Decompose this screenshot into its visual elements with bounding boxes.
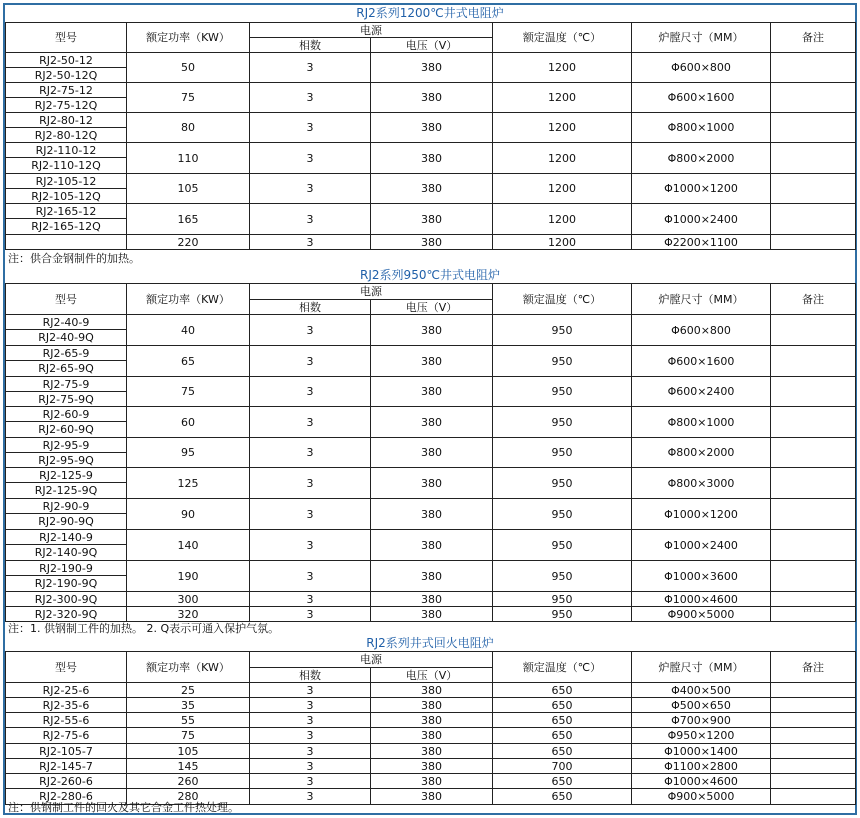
size-cell: Φ1000×3600 <box>632 561 771 592</box>
size-cell: Φ1000×1400 <box>632 744 771 759</box>
table-row <box>6 499 856 514</box>
temperature-cell: 700 <box>493 759 632 774</box>
voltage-cell: 380 <box>371 789 493 805</box>
power-cell: 125 <box>127 468 250 499</box>
power-cell: 55 <box>127 713 250 728</box>
phases-cell: 3 <box>250 113 371 143</box>
power-cell: 40 <box>127 315 250 346</box>
power-cell: 75 <box>127 728 250 744</box>
header-supply: 电源 <box>250 652 493 668</box>
voltage-cell: 380 <box>371 315 493 346</box>
remarks-cell <box>771 607 856 622</box>
table-row <box>6 83 856 98</box>
voltage-cell: 380 <box>371 728 493 744</box>
table-row <box>6 346 856 361</box>
power-cell: 105 <box>127 174 250 204</box>
voltage-cell: 380 <box>371 143 493 174</box>
table-row <box>6 235 856 250</box>
table-row <box>6 683 856 698</box>
header-temperature: 额定温度（℃） <box>493 284 632 315</box>
model-cell: RJ2-95-9Q <box>6 453 127 468</box>
table-row <box>6 698 856 713</box>
remarks-cell <box>771 713 856 728</box>
temperature-cell: 950 <box>493 407 632 438</box>
section-note: 注：供钢制工件的回火及其它合金工件热处理。 <box>8 801 239 814</box>
phases-cell: 3 <box>250 592 371 607</box>
remarks-cell <box>771 143 856 174</box>
remarks-cell <box>771 698 856 713</box>
temperature-cell: 650 <box>493 713 632 728</box>
temperature-cell: 950 <box>493 561 632 592</box>
size-cell: Φ600×2400 <box>632 377 771 407</box>
table-row <box>6 438 856 453</box>
power-cell: 300 <box>127 592 250 607</box>
table-row <box>6 407 856 422</box>
section-title: RJ2系列950℃井式电阻炉 <box>360 268 500 282</box>
header-temperature: 额定温度（℃） <box>493 652 632 683</box>
phases-cell: 3 <box>250 789 371 805</box>
power-cell: 280 <box>127 789 250 805</box>
voltage-cell: 380 <box>371 468 493 499</box>
table-row <box>6 530 856 545</box>
power-cell: 65 <box>127 346 250 377</box>
phases-cell: 3 <box>250 407 371 438</box>
spec-table <box>5 22 856 250</box>
voltage-cell: 380 <box>371 698 493 713</box>
model-cell: RJ2-75-9 <box>6 377 127 392</box>
size-cell: Φ1100×2800 <box>632 759 771 774</box>
header-supply: 电源 <box>250 284 493 300</box>
voltage-cell: 380 <box>371 607 493 622</box>
size-cell: Φ800×3000 <box>632 468 771 499</box>
model-cell: RJ2-125-9 <box>6 468 127 483</box>
size-cell: Φ800×1000 <box>632 113 771 143</box>
temperature-cell: 950 <box>493 607 632 622</box>
header-temperature: 额定温度（℃） <box>493 23 632 53</box>
table-row <box>6 713 856 728</box>
table-row <box>6 759 856 774</box>
model-cell: RJ2-75-9Q <box>6 392 127 407</box>
power-cell: 75 <box>127 83 250 113</box>
model-cell: RJ2-145-7 <box>6 759 127 774</box>
header-phases: 相数 <box>250 38 371 53</box>
model-cell: RJ2-300-9Q <box>6 592 127 607</box>
power-cell: 75 <box>127 377 250 407</box>
model-cell: RJ2-80-12Q <box>6 128 127 143</box>
header-voltage: 电压（V） <box>371 668 493 683</box>
table-row <box>6 113 856 128</box>
temperature-cell: 950 <box>493 438 632 468</box>
remarks-cell <box>771 204 856 235</box>
size-cell: Φ900×5000 <box>632 789 771 805</box>
header-remarks: 备注 <box>771 23 856 53</box>
phases-cell: 3 <box>250 713 371 728</box>
voltage-cell: 380 <box>371 530 493 561</box>
remarks-cell <box>771 774 856 789</box>
remarks-cell <box>771 468 856 499</box>
temperature-cell: 1200 <box>493 204 632 235</box>
model-cell: RJ2-105-12Q <box>6 189 127 204</box>
power-cell: 220 <box>127 235 250 250</box>
table-header-row <box>6 23 856 38</box>
phases-cell: 3 <box>250 728 371 744</box>
table-row <box>6 607 856 622</box>
size-cell: Φ900×5000 <box>632 607 771 622</box>
table-header-row <box>6 284 856 300</box>
temperature-cell: 650 <box>493 744 632 759</box>
temperature-cell: 1200 <box>493 174 632 204</box>
header-model: 型号 <box>6 23 127 53</box>
remarks-cell <box>771 592 856 607</box>
size-cell: Φ700×900 <box>632 713 771 728</box>
spec-table <box>5 283 856 622</box>
voltage-cell: 380 <box>371 346 493 377</box>
power-cell: 60 <box>127 407 250 438</box>
remarks-cell <box>771 407 856 438</box>
section-title: RJ2系列井式回火电阻炉 <box>366 636 494 650</box>
table-row <box>6 53 856 68</box>
header-power: 额定功率（KW） <box>127 23 250 53</box>
model-cell: RJ2-110-12 <box>6 143 127 158</box>
table-row <box>6 728 856 744</box>
power-cell: 140 <box>127 530 250 561</box>
phases-cell: 3 <box>250 377 371 407</box>
power-cell: 190 <box>127 561 250 592</box>
temperature-cell: 950 <box>493 346 632 377</box>
temperature-cell: 950 <box>493 315 632 346</box>
phases-cell: 3 <box>250 235 371 250</box>
remarks-cell <box>771 83 856 113</box>
model-cell: RJ2-105-7 <box>6 744 127 759</box>
header-voltage: 电压（V） <box>371 38 493 53</box>
size-cell: Φ950×1200 <box>632 728 771 744</box>
temperature-cell: 650 <box>493 774 632 789</box>
model-cell: RJ2-50-12 <box>6 53 127 68</box>
model-cell: RJ2-75-12 <box>6 83 127 98</box>
model-cell: RJ2-75-6 <box>6 728 127 744</box>
phases-cell: 3 <box>250 698 371 713</box>
voltage-cell: 380 <box>371 407 493 438</box>
remarks-cell <box>771 315 856 346</box>
size-cell: Φ800×2000 <box>632 438 771 468</box>
remarks-cell <box>771 53 856 83</box>
phases-cell: 3 <box>250 315 371 346</box>
phases-cell: 3 <box>250 143 371 174</box>
voltage-cell: 380 <box>371 204 493 235</box>
voltage-cell: 380 <box>371 113 493 143</box>
model-cell: RJ2-165-12Q <box>6 219 127 235</box>
phases-cell: 3 <box>250 774 371 789</box>
model-cell: RJ2-55-6 <box>6 713 127 728</box>
power-cell: 110 <box>127 143 250 174</box>
temperature-cell: 950 <box>493 592 632 607</box>
power-cell: 50 <box>127 53 250 83</box>
model-cell <box>6 235 127 250</box>
power-cell: 320 <box>127 607 250 622</box>
size-cell: Φ1000×4600 <box>632 592 771 607</box>
size-cell: Φ800×1000 <box>632 407 771 438</box>
voltage-cell: 380 <box>371 53 493 83</box>
size-cell: Φ400×500 <box>632 683 771 698</box>
voltage-cell: 380 <box>371 83 493 113</box>
size-cell: Φ600×800 <box>632 315 771 346</box>
phases-cell: 3 <box>250 174 371 204</box>
model-cell: RJ2-40-9Q <box>6 330 127 346</box>
phases-cell: 3 <box>250 499 371 530</box>
phases-cell: 3 <box>250 346 371 377</box>
temperature-cell: 1200 <box>493 143 632 174</box>
section-title: RJ2系列1200℃井式电阻炉 <box>356 6 504 20</box>
model-cell: RJ2-140-9Q <box>6 545 127 561</box>
voltage-cell: 380 <box>371 174 493 204</box>
size-cell: Φ1000×4600 <box>632 774 771 789</box>
model-cell: RJ2-40-9 <box>6 315 127 330</box>
phases-cell: 3 <box>250 83 371 113</box>
model-cell: RJ2-190-9Q <box>6 576 127 592</box>
table-row <box>6 204 856 219</box>
temperature-cell: 650 <box>493 698 632 713</box>
temperature-cell: 950 <box>493 468 632 499</box>
remarks-cell <box>771 438 856 468</box>
remarks-cell <box>771 346 856 377</box>
header-phases: 相数 <box>250 668 371 683</box>
model-cell: RJ2-125-9Q <box>6 483 127 499</box>
model-cell: RJ2-60-9 <box>6 407 127 422</box>
temperature-cell: 1200 <box>493 83 632 113</box>
header-size: 炉膛尺寸（MM） <box>632 284 771 315</box>
table-row <box>6 315 856 330</box>
size-cell: Φ600×1600 <box>632 83 771 113</box>
size-cell: Φ600×800 <box>632 53 771 83</box>
table-row <box>6 143 856 158</box>
header-remarks: 备注 <box>771 652 856 683</box>
voltage-cell: 380 <box>371 759 493 774</box>
header-supply: 电源 <box>250 23 493 38</box>
remarks-cell <box>771 499 856 530</box>
phases-cell: 3 <box>250 744 371 759</box>
model-cell: RJ2-320-9Q <box>6 607 127 622</box>
remarks-cell <box>771 759 856 774</box>
header-phases: 相数 <box>250 300 371 315</box>
temperature-cell: 1200 <box>493 53 632 83</box>
voltage-cell: 380 <box>371 561 493 592</box>
temperature-cell: 650 <box>493 728 632 744</box>
model-cell: RJ2-60-9Q <box>6 422 127 438</box>
remarks-cell <box>771 174 856 204</box>
phases-cell: 3 <box>250 607 371 622</box>
model-cell: RJ2-90-9 <box>6 499 127 514</box>
model-cell: RJ2-35-6 <box>6 698 127 713</box>
voltage-cell: 380 <box>371 713 493 728</box>
temperature-cell: 950 <box>493 499 632 530</box>
header-remarks: 备注 <box>771 284 856 315</box>
temperature-cell: 650 <box>493 789 632 805</box>
size-cell: Φ1000×2400 <box>632 530 771 561</box>
size-cell: Φ2200×1100 <box>632 235 771 250</box>
power-cell: 260 <box>127 774 250 789</box>
spec-sheet <box>3 3 857 815</box>
remarks-cell <box>771 113 856 143</box>
remarks-cell <box>771 728 856 744</box>
model-cell: RJ2-25-6 <box>6 683 127 698</box>
size-cell: Φ500×650 <box>632 698 771 713</box>
model-cell: RJ2-80-12 <box>6 113 127 128</box>
model-cell: RJ2-110-12Q <box>6 158 127 174</box>
remarks-cell <box>771 235 856 250</box>
phases-cell: 3 <box>250 561 371 592</box>
remarks-cell <box>771 683 856 698</box>
phases-cell: 3 <box>250 204 371 235</box>
table-row <box>6 561 856 576</box>
size-cell: Φ1000×1200 <box>632 499 771 530</box>
temperature-cell: 950 <box>493 530 632 561</box>
table-header-row <box>6 652 856 668</box>
model-cell: RJ2-65-9Q <box>6 361 127 377</box>
model-cell: RJ2-90-9Q <box>6 514 127 530</box>
header-model: 型号 <box>6 284 127 315</box>
header-model: 型号 <box>6 652 127 683</box>
voltage-cell: 380 <box>371 235 493 250</box>
model-cell: RJ2-140-9 <box>6 530 127 545</box>
size-cell: Φ600×1600 <box>632 346 771 377</box>
table-row <box>6 174 856 189</box>
phases-cell: 3 <box>250 53 371 83</box>
section-note: 注：供合金钢制件的加热。 <box>8 252 140 265</box>
model-cell: RJ2-280-6 <box>6 789 127 805</box>
power-cell: 95 <box>127 438 250 468</box>
temperature-cell: 950 <box>493 377 632 407</box>
header-voltage: 电压（V） <box>371 300 493 315</box>
header-size: 炉膛尺寸（MM） <box>632 23 771 53</box>
remarks-cell <box>771 789 856 805</box>
model-cell: RJ2-105-12 <box>6 174 127 189</box>
size-cell: Φ800×2000 <box>632 143 771 174</box>
remarks-cell <box>771 744 856 759</box>
power-cell: 80 <box>127 113 250 143</box>
model-cell: RJ2-95-9 <box>6 438 127 453</box>
voltage-cell: 380 <box>371 377 493 407</box>
remarks-cell <box>771 530 856 561</box>
remarks-cell <box>771 561 856 592</box>
table-row <box>6 744 856 759</box>
section-note: 注：1. 供钢制工件的加热。 2. Q表示可通入保护气氛。 <box>8 622 280 635</box>
table-row <box>6 377 856 392</box>
model-cell: RJ2-165-12 <box>6 204 127 219</box>
model-cell: RJ2-75-12Q <box>6 98 127 113</box>
header-power: 额定功率（KW） <box>127 284 250 315</box>
size-cell: Φ1000×1200 <box>632 174 771 204</box>
power-cell: 165 <box>127 204 250 235</box>
power-cell: 35 <box>127 698 250 713</box>
power-cell: 105 <box>127 744 250 759</box>
model-cell: RJ2-190-9 <box>6 561 127 576</box>
spec-table <box>5 651 856 805</box>
power-cell: 25 <box>127 683 250 698</box>
phases-cell: 3 <box>250 683 371 698</box>
phases-cell: 3 <box>250 468 371 499</box>
temperature-cell: 1200 <box>493 235 632 250</box>
phases-cell: 3 <box>250 530 371 561</box>
voltage-cell: 380 <box>371 774 493 789</box>
size-cell: Φ1000×2400 <box>632 204 771 235</box>
table-row <box>6 592 856 607</box>
power-cell: 145 <box>127 759 250 774</box>
voltage-cell: 380 <box>371 499 493 530</box>
phases-cell: 3 <box>250 759 371 774</box>
power-cell: 90 <box>127 499 250 530</box>
temperature-cell: 650 <box>493 683 632 698</box>
voltage-cell: 380 <box>371 683 493 698</box>
model-cell: RJ2-50-12Q <box>6 68 127 83</box>
table-row <box>6 774 856 789</box>
header-power: 额定功率（KW） <box>127 652 250 683</box>
voltage-cell: 380 <box>371 744 493 759</box>
temperature-cell: 1200 <box>493 113 632 143</box>
voltage-cell: 380 <box>371 438 493 468</box>
voltage-cell: 380 <box>371 592 493 607</box>
table-row <box>6 468 856 483</box>
model-cell: RJ2-260-6 <box>6 774 127 789</box>
remarks-cell <box>771 377 856 407</box>
model-cell: RJ2-65-9 <box>6 346 127 361</box>
header-size: 炉膛尺寸（MM） <box>632 652 771 683</box>
phases-cell: 3 <box>250 438 371 468</box>
